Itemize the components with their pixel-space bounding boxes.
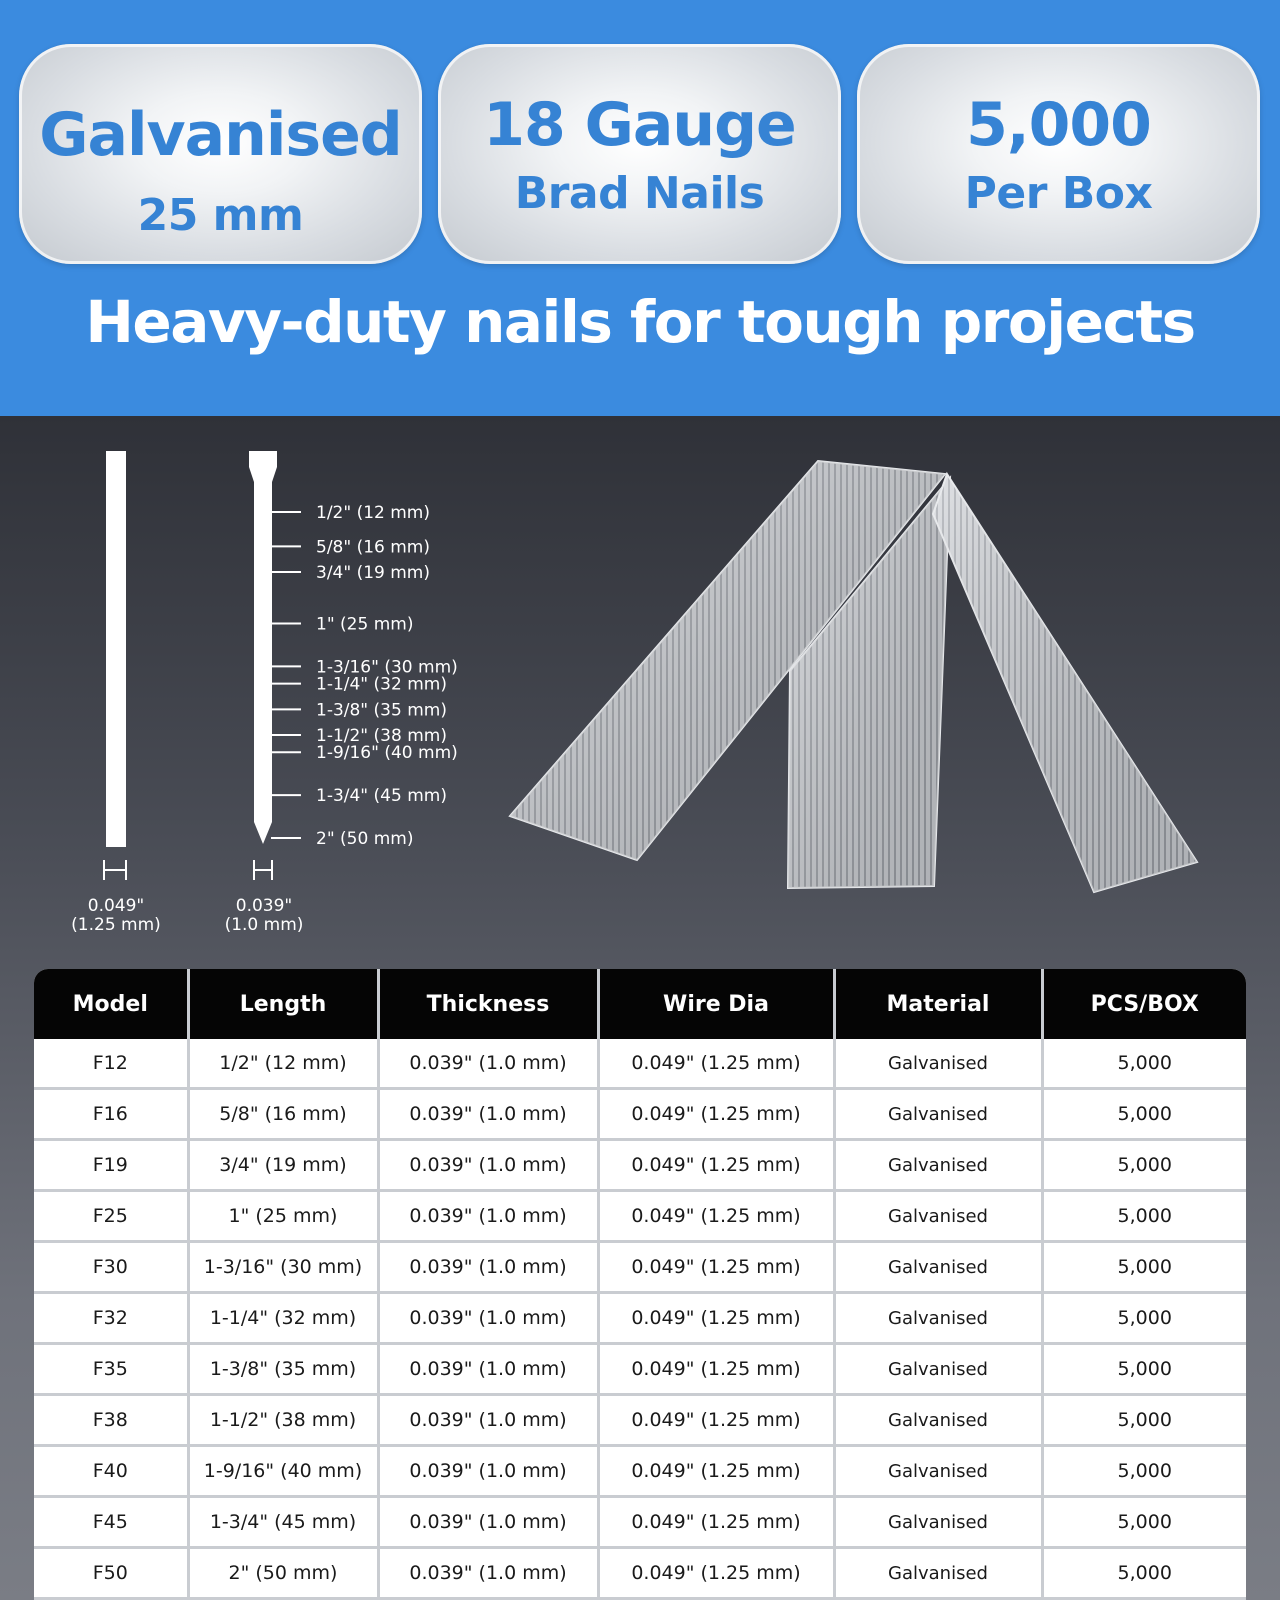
table-row: [34, 1140, 1246, 1191]
nail-width-label: 0.039": [235, 896, 293, 916]
table-cell: 0.039" (1.0 mm): [378, 1497, 598, 1548]
table-cell: 0.049" (1.25 mm): [598, 1548, 834, 1599]
table-cell: 5,000: [1042, 1293, 1246, 1344]
table-cell: 0.049" (1.25 mm): [598, 1191, 834, 1242]
table-cell: F50: [34, 1548, 188, 1599]
spec-table: [34, 969, 1246, 1600]
length-label: 1-1/4" (32 mm): [316, 674, 447, 695]
badge-subtitle: Per Box: [964, 168, 1153, 219]
table-cell: 5/8" (16 mm): [188, 1089, 378, 1140]
length-label: 5/8" (16 mm): [316, 537, 431, 558]
table-cell: F30: [34, 1242, 188, 1293]
table-cell: 1-9/16" (40 mm): [188, 1446, 378, 1497]
length-label: 1-1/2" (38 mm): [316, 726, 447, 747]
badge-subtitle: Brad Nails: [514, 168, 765, 219]
table-cell: 0.039" (1.0 mm): [378, 1293, 598, 1344]
table-row: [34, 1089, 1246, 1140]
table-cell: Galvanised: [834, 1446, 1042, 1497]
table-cell: 1-3/4" (45 mm): [188, 1497, 378, 1548]
table-row: [34, 1446, 1246, 1497]
table-cell: 0.039" (1.0 mm): [378, 1446, 598, 1497]
table-cell: 0.049" (1.25 mm): [598, 1242, 834, 1293]
table-cell: F32: [34, 1293, 188, 1344]
wire-width-label: 0.049": [87, 896, 145, 916]
table-cell: 5,000: [1042, 1548, 1246, 1599]
table-cell: 0.049" (1.25 mm): [598, 1395, 834, 1446]
badge-subtitle: 25 mm: [137, 190, 304, 241]
table-cell: F12: [34, 1039, 188, 1089]
table-cell: 5,000: [1042, 1089, 1246, 1140]
length-label: 2" (50 mm): [316, 829, 414, 849]
column-header-wire-dia: Wire Dia: [598, 969, 834, 1039]
table-cell: 0.039" (1.0 mm): [378, 1191, 598, 1242]
table-row: [34, 1497, 1246, 1548]
badge-quantity: [857, 44, 1260, 264]
table-cell: 0.049" (1.25 mm): [598, 1039, 834, 1089]
length-label: 3/4" (19 mm): [316, 563, 431, 584]
table-cell: 2" (50 mm): [188, 1548, 378, 1599]
table-cell: Galvanised: [834, 1344, 1042, 1395]
table-cell: F16: [34, 1089, 188, 1140]
wire-width-marker: [104, 860, 126, 880]
badge-title: 18 Gauge: [483, 90, 796, 160]
badge-galvanised: [19, 44, 422, 264]
table-cell: Galvanised: [834, 1395, 1042, 1446]
nail-width-marker: [254, 860, 272, 880]
nail-strips-image: [510, 461, 1197, 892]
table-cell: 5,000: [1042, 1039, 1246, 1089]
badge-title: 5,000: [966, 90, 1151, 160]
table-cell: 3/4" (19 mm): [188, 1140, 378, 1191]
table-cell: Galvanised: [834, 1039, 1042, 1089]
table-cell: 0.049" (1.25 mm): [598, 1293, 834, 1344]
table-cell: 0.049" (1.25 mm): [598, 1089, 834, 1140]
table-cell: 0.049" (1.25 mm): [598, 1140, 834, 1191]
table-row: [34, 1395, 1246, 1446]
table-row: [34, 1344, 1246, 1395]
brad-nail-shape: [249, 451, 277, 844]
table-row: [34, 1191, 1246, 1242]
table-cell: 1-1/4" (32 mm): [188, 1293, 378, 1344]
table-cell: 0.049" (1.25 mm): [598, 1446, 834, 1497]
table-cell: 5,000: [1042, 1140, 1246, 1191]
length-label: 1/2" (12 mm): [316, 503, 431, 523]
table-cell: 5,000: [1042, 1242, 1246, 1293]
length-label: 1-9/16" (40 mm): [316, 743, 458, 764]
nail-width-mm-label: (1.0 mm): [224, 915, 304, 935]
length-label: 1-3/4" (45 mm): [316, 786, 447, 807]
table-cell: 0.039" (1.0 mm): [378, 1395, 598, 1446]
table-row: [34, 1293, 1246, 1344]
table-cell: Galvanised: [834, 1497, 1042, 1548]
table-cell: 0.039" (1.0 mm): [378, 1140, 598, 1191]
badge-title: Galvanised: [39, 100, 402, 170]
table-cell: Galvanised: [834, 1293, 1042, 1344]
length-label: 1-3/8" (35 mm): [316, 700, 447, 721]
column-header-model: Model: [34, 969, 188, 1039]
column-header-pcs-box: PCS/BOX: [1042, 969, 1246, 1039]
table-cell: F25: [34, 1191, 188, 1242]
table-cell: F19: [34, 1140, 188, 1191]
wire-rod-shape: [106, 451, 126, 847]
table-body: [34, 1039, 1246, 1599]
table-cell: 0.049" (1.25 mm): [598, 1497, 834, 1548]
column-header-thickness: Thickness: [378, 969, 598, 1039]
table-cell: 5,000: [1042, 1497, 1246, 1548]
table-cell: 0.039" (1.0 mm): [378, 1344, 598, 1395]
table-cell: 5,000: [1042, 1191, 1246, 1242]
table-cell: 1-3/16" (30 mm): [188, 1242, 378, 1293]
table-cell: Galvanised: [834, 1089, 1042, 1140]
length-scale: [271, 503, 458, 849]
table-cell: 0.039" (1.0 mm): [378, 1089, 598, 1140]
table-cell: 1-1/2" (38 mm): [188, 1395, 378, 1446]
table-cell: 1-3/8" (35 mm): [188, 1344, 378, 1395]
table-row: [34, 1039, 1246, 1089]
table-cell: F40: [34, 1446, 188, 1497]
table-cell: Galvanised: [834, 1548, 1042, 1599]
column-header-length: Length: [188, 969, 378, 1039]
table-cell: F45: [34, 1497, 188, 1548]
table-row: [34, 1548, 1246, 1599]
length-label: 1" (25 mm): [316, 614, 414, 635]
nail-diagram: [0, 416, 1280, 956]
header-banner: [0, 0, 1280, 416]
table-cell: 1" (25 mm): [188, 1191, 378, 1242]
table-cell: Galvanised: [834, 1242, 1042, 1293]
table-header-row: [34, 969, 1246, 1039]
table-cell: 1/2" (12 mm): [188, 1039, 378, 1089]
badge-gauge: [438, 44, 841, 264]
table-cell: F35: [34, 1344, 188, 1395]
table-cell: Galvanised: [834, 1140, 1042, 1191]
length-label: 1-3/16" (30 mm): [316, 657, 458, 678]
table-cell: 5,000: [1042, 1446, 1246, 1497]
column-header-material: Material: [834, 969, 1042, 1039]
table-cell: 5,000: [1042, 1344, 1246, 1395]
table-cell: 0.039" (1.0 mm): [378, 1242, 598, 1293]
table-cell: F38: [34, 1395, 188, 1446]
table-cell: Galvanised: [834, 1191, 1042, 1242]
table-cell: 0.039" (1.0 mm): [378, 1548, 598, 1599]
tagline: Heavy-duty nails for tough projects: [85, 288, 1195, 356]
wire-width-mm-label: (1.25 mm): [71, 915, 161, 935]
table-cell: 0.039" (1.0 mm): [378, 1039, 598, 1089]
table-cell: 0.049" (1.25 mm): [598, 1344, 834, 1395]
table-row: [34, 1242, 1246, 1293]
table-cell: 5,000: [1042, 1395, 1246, 1446]
